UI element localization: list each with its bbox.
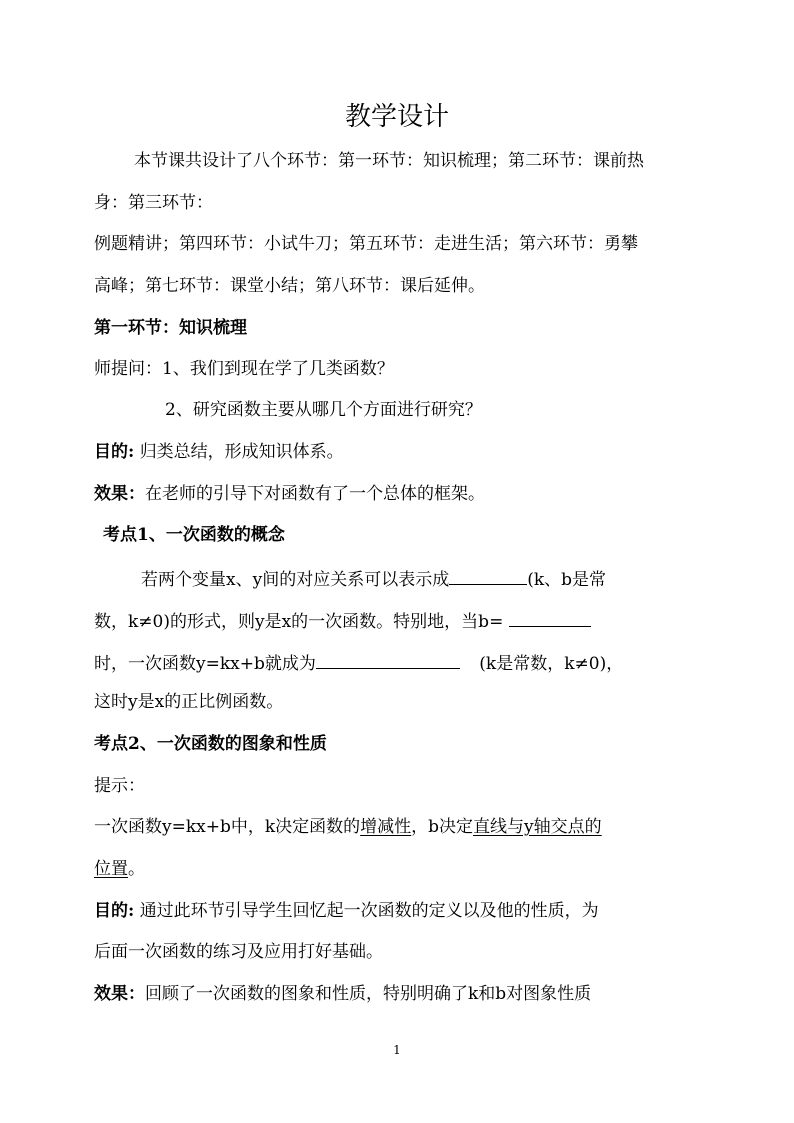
- intercept-term: 直线与y轴交点的: [473, 817, 602, 837]
- answer-blank-3[interactable]: [316, 650, 460, 669]
- kp2-effect-text: 回顾了一次函数的图象和性质，特别明确了k和b对图象性质: [145, 984, 592, 1004]
- purpose-label: 目的:: [94, 442, 135, 462]
- kp1-line-4: 这时y是x的正比例函数。: [94, 692, 284, 712]
- section1-heading: 第一环节：知识梳理: [94, 318, 247, 338]
- kp2-line-2-end: 。: [128, 859, 145, 879]
- kp2-line-1: [94, 816, 602, 838]
- monotonicity-term: 增减性: [360, 817, 412, 837]
- answer-blank-2[interactable]: [509, 608, 591, 627]
- kp2-purpose: [94, 900, 599, 922]
- question-1-text: 1、我们到现在学了几类函数？: [162, 359, 394, 379]
- kp2-line-1-text: 一次函数y=kx+b中，k决定函数的: [94, 817, 361, 837]
- page-number: 1: [393, 1043, 401, 1057]
- kp2-heading: 考点2、一次函数的图象和性质: [94, 734, 327, 754]
- kp1-line-2: [94, 608, 591, 633]
- kp1-line-1: [141, 566, 606, 591]
- kp2-effect-label: 效果：: [94, 984, 145, 1004]
- answer-blank-1[interactable]: [449, 566, 527, 585]
- kp2-purpose-label: 目的:: [94, 901, 135, 921]
- kp2-line-1-mid: ，b决定: [411, 817, 474, 837]
- kp1-line-1-tail: (k、b是常: [527, 570, 607, 590]
- intro-line-2: 身：第三环节：: [94, 193, 213, 213]
- section1-purpose: [94, 441, 344, 463]
- teacher-question-2: 2、研究函数主要从哪几个方面进行研究？: [165, 400, 482, 420]
- section1-effect: [94, 483, 485, 505]
- kp1-line-2-text: 数，k≠0)的形式，则y是x的一次函数。特别地，当b=: [94, 612, 504, 632]
- document-title: 教学设计: [344, 102, 449, 132]
- kp1-line-3: [94, 650, 623, 675]
- intro-line-4: 高峰；第七环节：课堂小结；第八环节：课后延伸。: [94, 276, 485, 296]
- intro-line-3: 例题精讲；第四环节：小试牛刀；第五环节：走进生活；第六环节：勇攀: [94, 234, 638, 254]
- kp1-line-3-tail: (k是常数，k≠0)，: [479, 654, 624, 674]
- teacher-question-1: [94, 358, 394, 380]
- kp2-effect: [94, 983, 591, 1005]
- kp2-line-2: [94, 858, 145, 880]
- kp2-purpose-line-2: 后面一次函数的练习及应用打好基础。: [94, 942, 383, 962]
- kp1-line-3-text: 时，一次函数y=kx+b就成为: [94, 654, 316, 674]
- effect-label: 效果：: [94, 484, 145, 504]
- position-term: 位置: [94, 859, 128, 879]
- kp2-hint: 提示：: [94, 776, 145, 796]
- effect-text: 在老师的引导下对函数有了一个总体的框架。: [145, 484, 485, 504]
- intro-line-1: 本节课共设计了八个环节：第一环节：知识梳理；第二环节：课前热: [134, 151, 644, 171]
- kp2-purpose-text: 通过此环节引导学生回忆起一次函数的定义以及他的性质，为: [139, 901, 599, 921]
- question-prefix: 师提问：: [94, 359, 162, 379]
- kp1-line-1-text: 若两个变量x、y间的对应关系可以表示成: [141, 570, 450, 590]
- kp1-heading: 考点1、一次函数的概念: [103, 525, 285, 545]
- purpose-text: 归类总结，形成知识体系。: [139, 442, 344, 462]
